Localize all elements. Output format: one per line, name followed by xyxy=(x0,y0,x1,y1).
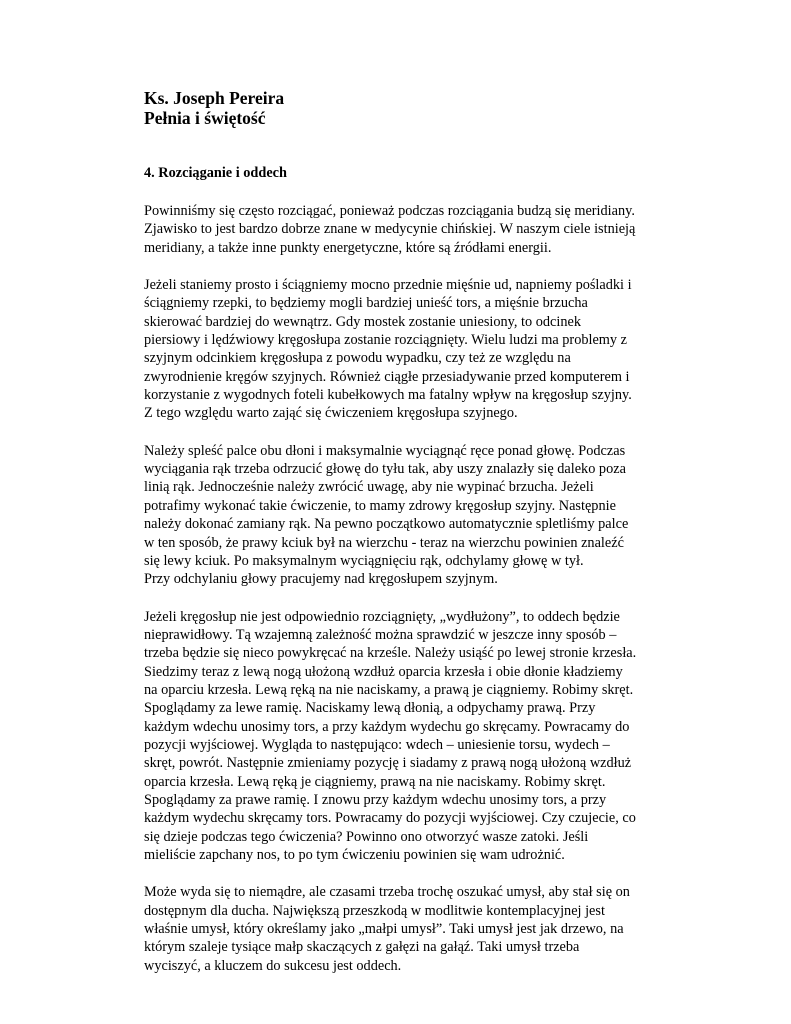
paragraph-line: oparcia krzesła. Lewą ręką je ciągniemy, prawą na nie naciskamy. Robimy skręt. xyxy=(144,773,606,790)
paragraph-line: Spoglądamy za prawe ramię. I znowu przy każdym wdechu unosimy tors, a przy xyxy=(144,791,607,808)
paragraph-line: Siedzimy teraz z lewą nogą ułożoną wzdłuż oparcia krzesła i obie dłonie kładziemy xyxy=(144,663,623,680)
paragraph-line: potrafimy wykonać takie ćwiczenie, to mamy zdrowy kręgosłup szyjny. Następnie xyxy=(144,497,616,514)
paragraph-line: Z tego względu warto zająć się ćwiczeniem kręgosłupa szyjnego. xyxy=(144,405,518,422)
section-heading: 4. Rozciąganie i oddech xyxy=(144,165,287,181)
paragraph-line: Przy odchylaniu głowy pracujemy nad kręgosłupem szyjnym. xyxy=(144,571,498,588)
paragraph-line: należy dokonać zamiany rąk. Na pewno początkowo automatycznie spletliśmy palce xyxy=(144,516,629,533)
paragraph-line: w ten sposób, że prawy kciuk był na wierzchu - teraz na wierzchu powinien znaleźć xyxy=(144,534,624,551)
paragraph-line: skręt, powrót. Następnie zmieniamy pozycję i siadamy z prawą nogą ułożoną wzdłuż xyxy=(144,755,632,772)
paragraph-line: nieprawidłowy. Tą wzajemną zależność można sprawdzić w jeszcze inny sposób – xyxy=(144,626,617,643)
paragraph-3 xyxy=(144,442,664,589)
book-title: Pełnia i świętość xyxy=(144,108,266,128)
paragraph-line: którym szaleje tysiące małp skaczących z gałęzi na gałąź. Taki umysł trzeba xyxy=(144,939,580,956)
paragraph-line: Zjawisko to jest bardzo dobrze znane w medycynie chińskiej. W naszym ciele istnieją xyxy=(144,221,636,238)
document-header xyxy=(144,88,664,128)
paragraph-line: dostępnym dla ducha. Największą przeszkodą w modlitwie kontemplacyjnej jest xyxy=(144,902,605,919)
paragraph-line: szyjnym odcinkiem kręgosłupa z powodu wypadku, czy też ze względu na xyxy=(144,350,571,367)
paragraph-line: Należy spleść palce obu dłoni i maksymalnie wyciągnąć ręce ponad głowę. Podczas xyxy=(144,442,626,459)
paragraph-2 xyxy=(144,276,664,423)
body-text xyxy=(144,202,664,994)
paragraph-line: Spoglądamy za lewe ramię. Naciskamy lewą dłonią, a odpychamy prawą. Przy xyxy=(144,700,596,717)
author-name: Ks. Joseph Pereira xyxy=(144,88,285,108)
paragraph-line: się lewy kciuk. Po maksymalnym wyciągnięciu rąk, odchylamy głowę w tył. xyxy=(144,552,584,569)
paragraph-line: skierować bardziej do wewnątrz. Gdy mostek zostanie uniesiony, to odcinek xyxy=(144,313,581,330)
paragraph-line: piersiowy i lędźwiowy kręgosłupa zostanie rozciągnięty. Wielu ludzi ma problemy z xyxy=(144,332,627,349)
paragraph-line: Jeżeli staniemy prosto i ściągniemy mocno przednie mięśnie ud, napniemy pośladki i xyxy=(144,277,632,294)
paragraph-line: meridiany, a także inne punkty energetyczne, które są źródłami energii. xyxy=(144,239,552,256)
paragraph-line: zwyrodnienie kręgów szyjnych. Również ciągłe przesiadywanie przed komputerem i xyxy=(144,368,630,385)
paragraph-line: mieliście zapchany nos, to po tym ćwiczeniu powinien się wam udrożnić. xyxy=(144,847,565,863)
paragraph-line: korzystanie z wygodnych foteli kubełkowych ma fatalny wpływ na kręgosłup szyjny. xyxy=(144,387,632,404)
paragraph-line: wyciągania rąk trzeba odrzucić głowę do tyłu tak, aby uszy znalazły się daleko poza xyxy=(144,461,626,478)
paragraph-line: każdym wydechu skręcamy tors. Powracamy do pozycji wyjściowej. Czy czujecie, co xyxy=(144,810,636,827)
paragraph-5 xyxy=(144,883,664,975)
paragraph-line: linią rąk. Jednocześnie należy zwrócić uwagę, aby nie wypinać brzucha. Jeżeli xyxy=(144,479,594,496)
paragraph-line: na oparciu krzesła. Lewą ręką na nie naciskamy, a prawą je ciągniemy. Robimy skręt. xyxy=(144,681,634,698)
paragraph-line: Jeżeli kręgosłup nie jest odpowiednio rozciągnięty, „wydłużony”, to oddech będzie xyxy=(144,608,620,625)
paragraph-line: pozycji wyjściowej. Wygląda to następująco: wdech – uniesienie torsu, wydech – xyxy=(144,736,610,753)
paragraph-line: Powinniśmy się często rozciągać, ponieważ podczas rozciągania budzą się meridiany. xyxy=(144,203,635,219)
paragraph-line: się dzieje podczas tego ćwiczenia? Powinno ono otworzyć wasze zatoki. Jeśli xyxy=(144,828,589,845)
paragraph-line: właśnie umysł, który określamy jako „małpi umysł”. Taki umysł jest jak drzewo, na xyxy=(144,921,624,938)
paragraph-1 xyxy=(144,202,664,257)
paragraph-line: każdym wdechu unosimy tors, a przy każdym wydechu go skręcamy. Powracamy do xyxy=(144,718,630,735)
paragraph-line: trzeba będzie się nieco powykręcać na krześle. Należy usiąść po lewej stronie krzesła. xyxy=(144,645,637,662)
paragraph-line: wyciszyć, a kluczem do sukcesu jest oddech. xyxy=(144,957,402,974)
paragraph-line: Może wyda się to niemądre, ale czasami trzeba trochę oszukać umysł, aby stał się on xyxy=(144,884,630,901)
paragraph-line: ściągniemy rzepki, to będziemy mogli bardziej unieść tors, a mięśnie brzucha xyxy=(144,295,588,312)
paragraph-4 xyxy=(144,608,664,865)
